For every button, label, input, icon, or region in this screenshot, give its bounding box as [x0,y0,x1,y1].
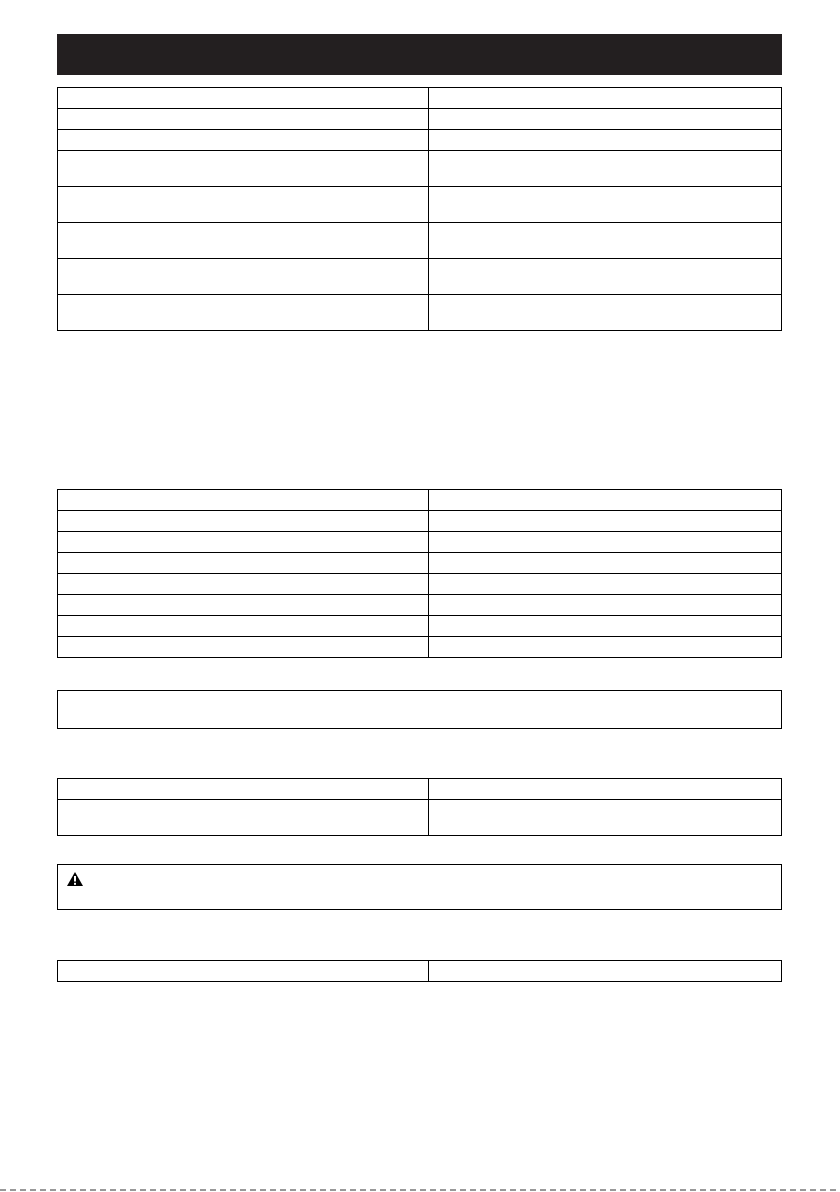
table-row [58,532,782,553]
table-row [58,961,782,982]
note-box [57,690,782,729]
section-title [57,34,782,58]
footer-table [57,960,782,982]
table-cell [429,259,782,295]
table-cell [429,532,782,553]
table-row [58,259,782,295]
table-row [58,295,782,331]
table-cell [58,532,429,553]
table-cell [429,574,782,595]
table-cell [58,187,429,223]
table-cell [58,800,429,836]
table-cell [58,553,429,574]
table-cell [58,223,429,259]
table-cell [429,553,782,574]
table-cell [429,151,782,187]
table-row [58,223,782,259]
table-cell [58,574,429,595]
table-cell [58,88,429,109]
table-row [58,637,782,658]
table-cell [429,295,782,331]
table-cell [429,490,782,511]
table-cell [429,616,782,637]
table-cell [429,223,782,259]
spec-table [57,87,782,331]
table-row [58,800,782,836]
page-edge-dashes [0,1189,840,1191]
table-cell [429,109,782,130]
table-cell [429,595,782,616]
table-row [58,109,782,130]
table-cell [429,187,782,223]
table-row [58,130,782,151]
table-cell [58,130,429,151]
info-table [57,489,782,658]
table-cell [429,800,782,836]
table-cell [58,779,429,800]
warning-text [58,865,781,873]
secondary-table [57,778,782,836]
section-header-bar [57,34,782,75]
table-cell [429,637,782,658]
table-cell [429,779,782,800]
table-row [58,616,782,637]
table-cell [58,595,429,616]
table-row [58,88,782,109]
table-row [58,595,782,616]
table-cell [58,109,429,130]
warning-box [57,864,782,910]
table-row [58,490,782,511]
table-row [58,151,782,187]
table-row [58,779,782,800]
table-cell [58,637,429,658]
table-row [58,553,782,574]
warning-triangle-icon [66,871,84,887]
table-cell [429,88,782,109]
table-row [58,187,782,223]
table-cell [429,130,782,151]
note-text [58,691,781,707]
table-cell [429,961,782,982]
table-cell [58,511,429,532]
table-cell [58,961,429,982]
table-row [58,511,782,532]
table-cell [58,616,429,637]
table-cell [58,259,429,295]
table-cell [58,490,429,511]
table-row [58,574,782,595]
table-cell [58,295,429,331]
table-cell [429,511,782,532]
table-cell [58,151,429,187]
